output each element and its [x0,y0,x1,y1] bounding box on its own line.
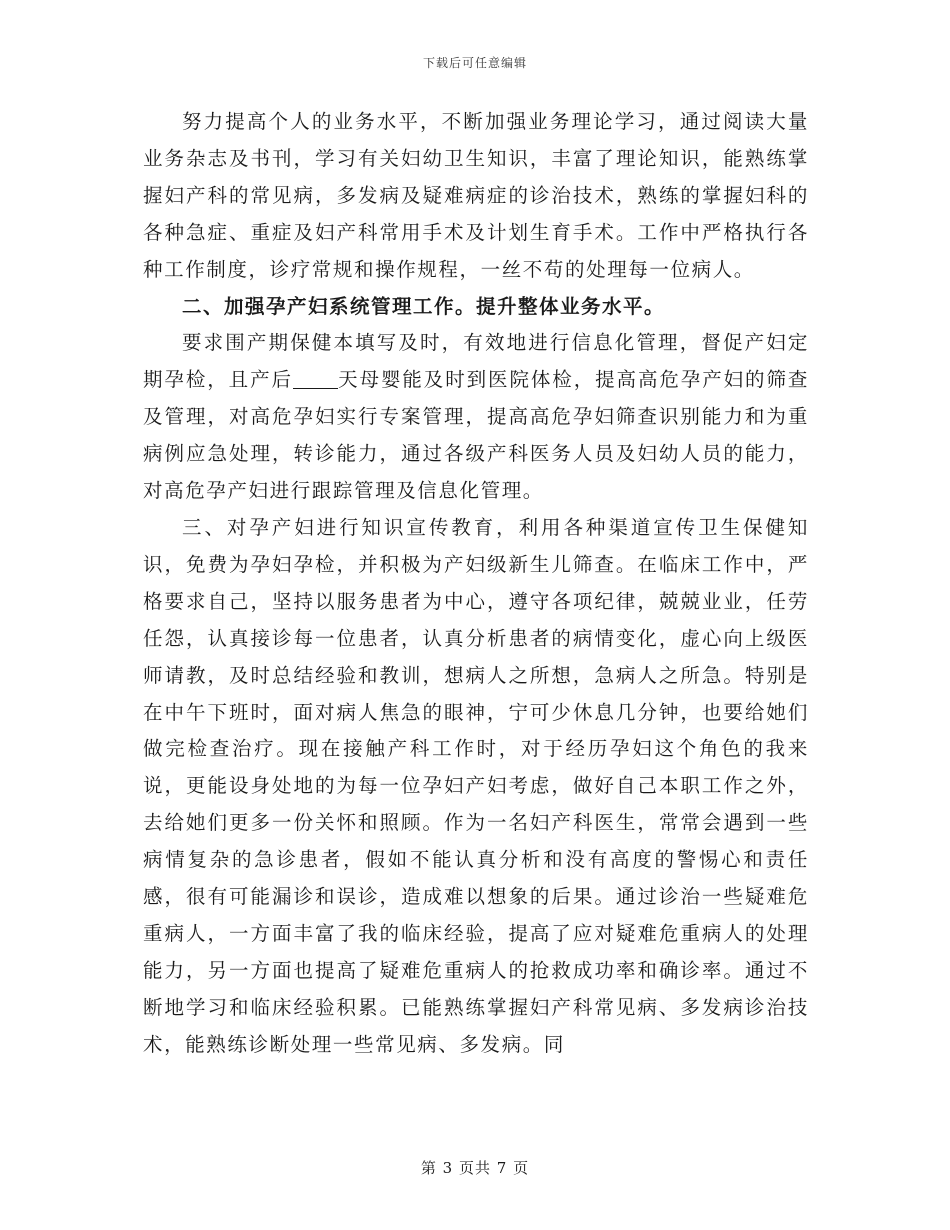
paragraph-professional-skills: 努力提高个人的业务水平，不断加强业务理论学习，通过阅读大量业务杂志及书刊，学习有关妇幼卫生知识，丰富了理论知识，能熟练掌握妇产科的常见病，多发病及疑难病症的诊治技术，熟练的掌握妇科的各种急症、重症及妇产科常用手术及计划生育手术。工作中严格执行各种工作制度，诊疗常规和操作规程，一丝不苟的处理每一位病人。 [143,110,809,281]
paragraph-text-part-1: 要求围产期保健本填写及时，有效地进行信息化管理，督促产妇定期孕检，且产后 [143,331,809,392]
page-header: 下载后可任意编辑 [422,56,527,70]
fill-in-blank [293,369,338,390]
page-number: 第 3 页共 7 页 [420,1159,530,1177]
paragraph-health-education: 三、对孕产妇进行知识宣传教育，利用各种渠道宣传卫生保健知识，免费为孕妇孕检，并积极为产妇级新生儿筛查。在临床工作中，严格要求自己，坚持以服务患者为中心，遵守各项纪律，兢兢业业，任劳任怨，认真接诊每一位患者，认真分析患者的病情变化，虚心向上级医师请教，及时总结经验和教训，想病人之所想，急病人之所急。特别是在中午下班时，面对病人焦急的眼神，宁可少休息几分钟，也要给她们做完检查治疗。现在接触产科工作时，对于经历孕妇这个角色的我来说，更能设身处地的为每一位孕妇产妇考虑，做好自己本职工作之外，去给她们更多一份关怀和照顾。作为一名妇产科医生，常常会遇到一些病情复杂的急诊患者，假如不能认真分析和没有高度的警惕心和责任感，很有可能漏诊和误诊，造成难以想象的后果。通过诊治一些疑难危重病人，一方面丰富了我的临床经验，提高了应对疑难危重病人的处理能力，另一方面也提高了疑难危重病人的抢救成功率和确诊率。通过不断地学习和临床经验积累。已能熟练掌握妇产科常见病、多发病诊治技术，能熟练诊断处理一些常见病、多发病。同 [143,515,809,1056]
paragraph-text-part-2: 天母婴能及时到医院体检，提高高危孕产妇的筛查及管理，对高危孕妇实行专案管理，提高高危孕妇筛查识别能力和为重病例应急处理，转诊能力，通过各级产科医务人员及妇幼人员的能力，对高危孕产妇进行跟踪管理及信息化管理。 [143,368,809,503]
section-heading-2: 二、加强孕产妇系统管理工作。提升整体业务水平。 [182,294,666,318]
paragraph-maternal-management [143,325,809,510]
document-body [143,104,809,1064]
